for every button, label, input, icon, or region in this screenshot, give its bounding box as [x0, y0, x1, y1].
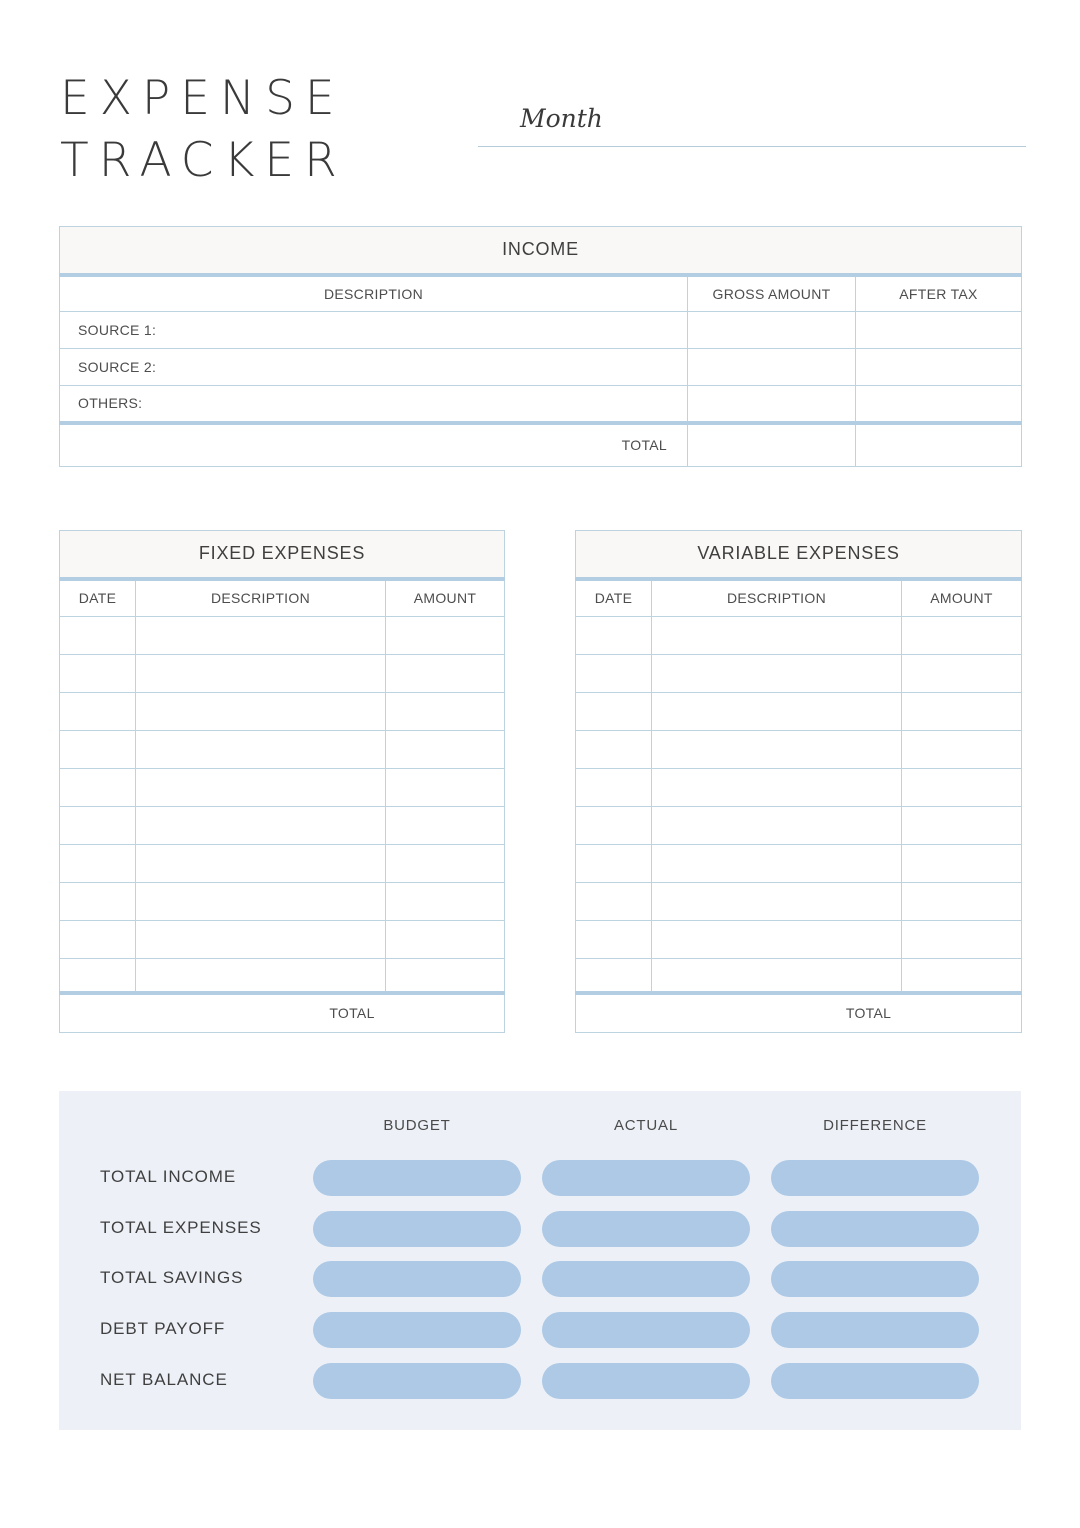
fixed-expense-row — [60, 769, 505, 807]
income-after-tax-cell[interactable] — [856, 386, 1022, 423]
variable-col-date: DATE — [576, 579, 652, 617]
variable-amount-cell[interactable] — [902, 845, 1022, 883]
summary-row-net-balance: NET BALANCE — [100, 1370, 228, 1389]
variable-expense-rows — [576, 617, 1022, 993]
variable-col-amount: AMOUNT — [902, 579, 1022, 617]
variable-amount-cell[interactable] — [902, 731, 1022, 769]
variable-date-cell[interactable] — [576, 655, 652, 693]
variable-amount-cell[interactable] — [902, 693, 1022, 731]
summary-actual-field[interactable] — [542, 1211, 750, 1247]
fixed-date-cell[interactable] — [60, 807, 136, 845]
variable-total-label: TOTAL — [576, 993, 1022, 1033]
variable-description-cell[interactable] — [652, 959, 902, 993]
fixed-description-cell[interactable] — [136, 807, 386, 845]
fixed-amount-cell[interactable] — [386, 693, 505, 731]
income-table — [59, 226, 1022, 467]
variable-expense-row — [576, 693, 1022, 731]
income-total-after-tax-cell[interactable] — [856, 423, 1022, 467]
fixed-description-cell[interactable] — [136, 769, 386, 807]
fixed-amount-cell[interactable] — [386, 959, 505, 993]
income-col-description: DESCRIPTION — [60, 275, 688, 312]
summary-row-total-expenses: TOTAL EXPENSES — [100, 1218, 262, 1237]
variable-date-cell[interactable] — [576, 769, 652, 807]
month-input-line[interactable] — [478, 146, 1026, 147]
income-row-label: OTHERS: — [60, 386, 688, 423]
fixed-description-cell[interactable] — [136, 693, 386, 731]
summary-row-debt-payoff: DEBT PAYOFF — [100, 1319, 226, 1338]
variable-date-cell[interactable] — [576, 845, 652, 883]
variable-date-cell[interactable] — [576, 617, 652, 655]
summary-col-actual: ACTUAL — [614, 1117, 678, 1134]
variable-expense-row — [576, 731, 1022, 769]
variable-description-cell[interactable] — [652, 731, 902, 769]
variable-date-cell[interactable] — [576, 731, 652, 769]
summary-budget-field[interactable] — [313, 1312, 521, 1348]
variable-col-description: DESCRIPTION — [652, 579, 902, 617]
income-row-label: SOURCE 1: — [60, 312, 688, 349]
summary-budget-field[interactable] — [313, 1261, 521, 1297]
income-after-tax-cell[interactable] — [856, 349, 1022, 386]
fixed-date-cell[interactable] — [60, 693, 136, 731]
summary-difference-field[interactable] — [771, 1312, 979, 1348]
variable-amount-cell[interactable] — [902, 617, 1022, 655]
fixed-description-cell[interactable] — [136, 655, 386, 693]
fixed-col-description: DESCRIPTION — [136, 579, 386, 617]
variable-expense-row — [576, 959, 1022, 993]
fixed-col-amount: AMOUNT — [386, 579, 505, 617]
variable-amount-cell[interactable] — [902, 921, 1022, 959]
variable-expense-row — [576, 807, 1022, 845]
variable-date-cell[interactable] — [576, 807, 652, 845]
fixed-description-cell[interactable] — [136, 845, 386, 883]
fixed-expenses-table — [59, 530, 505, 1033]
fixed-description-cell[interactable] — [136, 883, 386, 921]
variable-expense-row — [576, 883, 1022, 921]
summary-actual-field[interactable] — [542, 1160, 750, 1196]
variable-date-cell[interactable] — [576, 693, 652, 731]
fixed-description-cell[interactable] — [136, 921, 386, 959]
summary-row-total-savings: TOTAL SAVINGS — [100, 1268, 244, 1287]
fixed-date-cell[interactable] — [60, 845, 136, 883]
summary-actual-field[interactable] — [542, 1261, 750, 1297]
fixed-date-cell[interactable] — [60, 959, 136, 993]
income-row-label: SOURCE 2: — [60, 349, 688, 386]
variable-amount-cell[interactable] — [902, 959, 1022, 993]
income-col-after-tax: AFTER TAX — [856, 275, 1022, 312]
fixed-description-cell[interactable] — [136, 617, 386, 655]
variable-expense-row — [576, 845, 1022, 883]
fixed-total-label: TOTAL — [60, 993, 505, 1033]
income-gross-cell[interactable] — [688, 386, 856, 423]
summary-budget-field[interactable] — [313, 1160, 521, 1196]
fixed-expense-row — [60, 845, 505, 883]
fixed-date-cell[interactable] — [60, 617, 136, 655]
income-gross-cell[interactable] — [688, 349, 856, 386]
variable-expense-row — [576, 617, 1022, 655]
summary-difference-field[interactable] — [771, 1261, 979, 1297]
income-total-label: TOTAL — [60, 423, 688, 467]
summary-col-budget: BUDGET — [383, 1117, 451, 1134]
fixed-date-cell[interactable] — [60, 655, 136, 693]
summary-col-difference: DIFFERENCE — [823, 1117, 927, 1134]
fixed-description-cell[interactable] — [136, 959, 386, 993]
variable-expenses-heading: VARIABLE EXPENSES — [576, 531, 1022, 579]
fixed-amount-cell[interactable] — [386, 655, 505, 693]
fixed-expense-rows — [60, 617, 505, 993]
summary-budget-field[interactable] — [313, 1211, 521, 1247]
fixed-amount-cell[interactable] — [386, 845, 505, 883]
fixed-expense-row — [60, 807, 505, 845]
fixed-date-cell[interactable] — [60, 731, 136, 769]
fixed-date-cell[interactable] — [60, 883, 136, 921]
summary-difference-field[interactable] — [771, 1160, 979, 1196]
income-after-tax-cell[interactable] — [856, 312, 1022, 349]
income-total-gross-cell[interactable] — [688, 423, 856, 467]
fixed-amount-cell[interactable] — [386, 769, 505, 807]
variable-expense-row — [576, 655, 1022, 693]
variable-amount-cell[interactable] — [902, 769, 1022, 807]
fixed-amount-cell[interactable] — [386, 883, 505, 921]
title-line-2: TRACKER — [60, 133, 347, 188]
month-label: Month — [520, 104, 603, 133]
fixed-date-cell[interactable] — [60, 769, 136, 807]
fixed-expense-row — [60, 731, 505, 769]
fixed-expense-row — [60, 655, 505, 693]
summary-row-total-income: TOTAL INCOME — [100, 1167, 237, 1186]
variable-description-cell[interactable] — [652, 883, 902, 921]
variable-date-cell[interactable] — [576, 883, 652, 921]
variable-description-cell[interactable] — [652, 693, 902, 731]
fixed-description-cell[interactable] — [136, 731, 386, 769]
fixed-expense-row — [60, 693, 505, 731]
fixed-expense-row — [60, 959, 505, 993]
income-heading: INCOME — [60, 227, 1022, 275]
summary-actual-field[interactable] — [542, 1363, 750, 1399]
fixed-date-cell[interactable] — [60, 921, 136, 959]
income-col-gross-amount: GROSS AMOUNT — [688, 275, 856, 312]
summary-budget-field[interactable] — [313, 1363, 521, 1399]
summary-actual-field[interactable] — [542, 1312, 750, 1348]
fixed-expense-row — [60, 921, 505, 959]
summary-panel — [59, 1091, 1021, 1430]
variable-expenses-table — [575, 530, 1022, 1033]
variable-amount-cell[interactable] — [902, 655, 1022, 693]
fixed-expense-row — [60, 617, 505, 655]
summary-difference-field[interactable] — [771, 1363, 979, 1399]
income-gross-cell[interactable] — [688, 312, 856, 349]
title-line-1: EXPENSE — [60, 71, 345, 126]
variable-date-cell[interactable] — [576, 921, 652, 959]
variable-description-cell[interactable] — [652, 617, 902, 655]
summary-difference-field[interactable] — [771, 1211, 979, 1247]
variable-description-cell[interactable] — [652, 807, 902, 845]
fixed-expenses-heading: FIXED EXPENSES — [60, 531, 505, 579]
variable-amount-cell[interactable] — [902, 807, 1022, 845]
variable-date-cell[interactable] — [576, 959, 652, 993]
page-title — [60, 68, 347, 192]
fixed-amount-cell[interactable] — [386, 921, 505, 959]
fixed-col-date: DATE — [60, 579, 136, 617]
variable-description-cell[interactable] — [652, 655, 902, 693]
fixed-amount-cell[interactable] — [386, 731, 505, 769]
variable-description-cell[interactable] — [652, 845, 902, 883]
fixed-amount-cell[interactable] — [386, 807, 505, 845]
variable-description-cell[interactable] — [652, 921, 902, 959]
fixed-expense-row — [60, 883, 505, 921]
variable-description-cell[interactable] — [652, 769, 902, 807]
fixed-amount-cell[interactable] — [386, 617, 505, 655]
variable-amount-cell[interactable] — [902, 883, 1022, 921]
variable-expense-row — [576, 921, 1022, 959]
variable-expense-row — [576, 769, 1022, 807]
